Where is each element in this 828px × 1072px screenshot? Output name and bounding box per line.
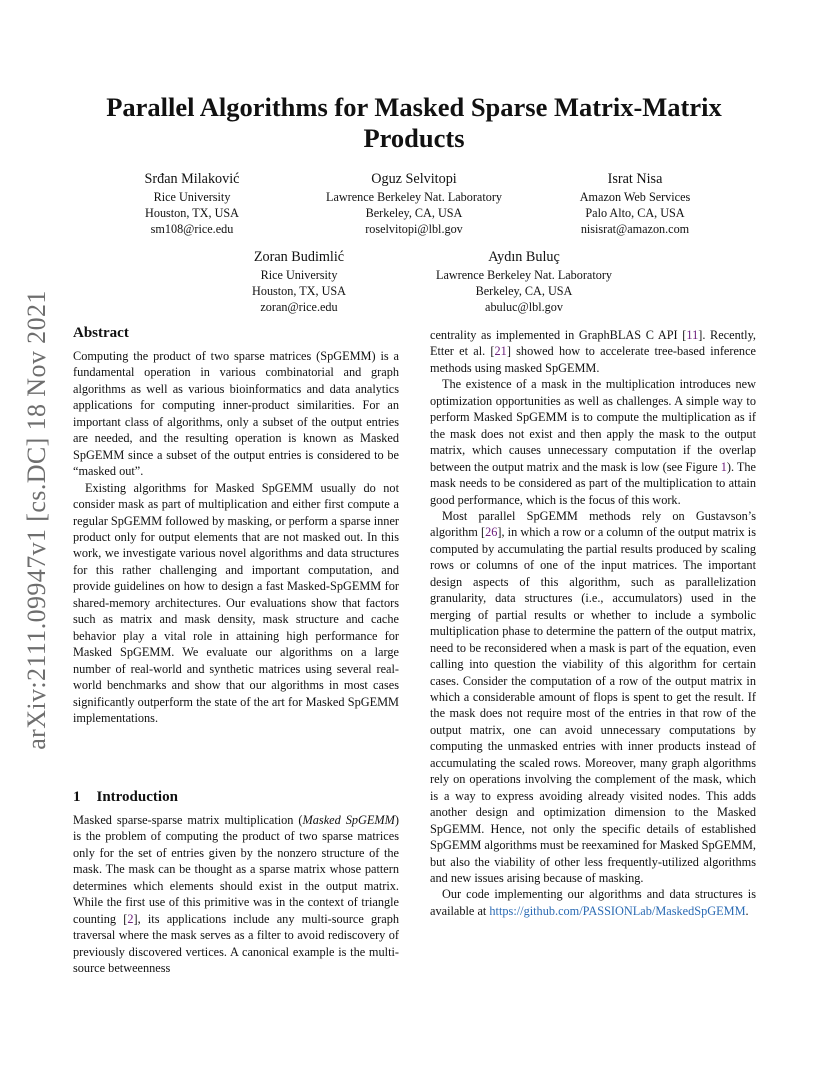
- author-block-2: [304, 170, 524, 238]
- author-email: roselvitopi@lbl.gov: [365, 222, 463, 237]
- intro-paragraph-2: [430, 376, 756, 508]
- author-affiliation: Rice University: [260, 268, 338, 282]
- author-email: abuluc@lbl.gov: [485, 300, 563, 315]
- text-run: ). The mask needs to be considered as part of the multiplication to attain good performance, which is the focus of this work.: [430, 459, 756, 507]
- text-run: Our code implementing our algorithms and data structures is available at: [430, 887, 756, 918]
- arxiv-identifier-text: arXiv:2111.09947v1 [cs.DC] 18 Nov 2021: [22, 290, 51, 750]
- figure-link[interactable]: 1: [720, 459, 727, 474]
- author-location: Berkeley, CA, USA: [475, 284, 573, 299]
- intro-paragraph-4: [430, 886, 756, 919]
- citation-link[interactable]: 11: [686, 328, 699, 342]
- text-run: The existence of a mask in the multiplication introduces new optimization opportunities as well as challenges. A simple way to perform Masked SpGEMM is to compute the multiplication as if the mask does not exist and then apply the mask to the output matrix, which causes unnecessary computation if the overlap between the output matrix and the mask is low (see Figure: [430, 377, 756, 474]
- author-block-5: [414, 248, 634, 316]
- author-location: Houston, TX, USA: [145, 206, 239, 221]
- intro-paragraph-1: [73, 812, 399, 977]
- emphasis-term: Masked SpGEMM: [302, 813, 395, 827]
- introduction-heading: [73, 788, 399, 806]
- text-run: ], in which a row or a column of the output matrix is computed by accumulating the partial results produced by scaling rows or columns of one of the input matrices. The important design aspects of this algorithm, such as parallelization granularity, data structures (i.e., accumulators) used in the merging of partial results or whether to include a symbolic multiplication phase to determine the pattern of the output matrix, need to be reconsidered when a mask is part of the equation, even calling into question the viability of this algorithm for certain cases. Consider the computation of a row of the output matrix in which a considerable amount of flops is spent to get the result. If the mask does not require most of the entries in that row of the output matrix, one can avoid unnecessary computations by computing the unmasked entries with inner products instead of accumulating the scaled rows. Moreover, many graph algorithms rely on operations involving the complement of the mask, which is a way to express avoiding already visited nodes. This adds another design and optimization dimension to the Masked SpGEMM. Hence, not only the specific details of established SpGEMM algorithms must be reexamined for Masked SpGEMM, but also the viability of other less frequently-utilized algorithms and new issues arising because of masking.: [430, 525, 757, 885]
- section-number: 1: [73, 789, 81, 805]
- author-affiliation: Lawrence Berkeley Nat. Laboratory: [326, 190, 502, 204]
- author-location: Houston, TX, USA: [252, 284, 346, 299]
- author-block-3: [560, 170, 710, 238]
- author-location: Berkeley, CA, USA: [365, 206, 463, 221]
- intro-paragraph-1-continued: [430, 327, 756, 376]
- author-email: sm108@rice.edu: [150, 222, 234, 237]
- text-run: ]. Recently, Etter et al. [: [430, 328, 756, 359]
- left-column-intro: [73, 788, 399, 977]
- author-name: Zoran Budimlić: [253, 249, 345, 265]
- repository-link[interactable]: https://github.com/PASSIONLab/MaskedSpGEMM: [489, 903, 746, 918]
- section-title: Introduction: [96, 789, 178, 805]
- text-run: ], its applications include any multi-source graph traversal where the mask serves as a filter to avoid rediscovery of previously discovered vertices. A canonical example is the multi-source betweenness: [73, 911, 400, 976]
- author-email: zoran@rice.edu: [260, 300, 338, 315]
- author-name: Srđan Milaković: [144, 171, 240, 187]
- author-affiliation: Rice University: [153, 190, 231, 204]
- paper-title: Parallel Algorithms for Masked Sparse Matrix-Matrix Products: [106, 92, 722, 153]
- right-column: [430, 327, 756, 919]
- author-name: Oguz Selvitopi: [371, 171, 457, 187]
- arxiv-identifier: [20, 285, 54, 755]
- abstract-heading: Abstract: [73, 325, 129, 341]
- author-affiliation: Lawrence Berkeley Nat. Laboratory: [436, 268, 612, 282]
- text-run: ) is the problem of computing the product of two sparse matrices only for the set of entries given by the nonzero structure of the mask. The mask can be thought as a sparse matrix whose pattern determines which elements should exist in the output matrix. While the first use of this primitive was in the context of triangle counting [: [73, 813, 400, 926]
- text-run: Most parallel SpGEMM methods rely on Gustavson’s algorithm [: [430, 508, 756, 540]
- text-run: centrality as implemented in GraphBLAS C API [: [430, 328, 687, 342]
- author-name: Aydın Buluç: [488, 249, 560, 265]
- author-affiliation: Amazon Web Services: [579, 190, 691, 204]
- citation-link[interactable]: 26: [485, 525, 498, 540]
- citation-link[interactable]: 2: [127, 911, 134, 926]
- abstract-paragraph-2: Existing algorithms for Masked SpGEMM usually do not consider mask as part of multiplication and either first compute a regular SpGEMM followed by masking, or perform a sparse inner product only for output elements that are not masked out. In this work, we investigate various novel algorithms and data structures for this rather challenging and important computation, and provide guidelines on how to design a fast Masked-SpGEMM for shared-memory architectures. Our evaluations show that factors such as matrix and mask density, mask structure and cache behavior play a vital role in attaining high performance for Masked SpGEMM. We evaluate our algorithms on a large number of real-world and synthetic matrices using several real-world benchmarks and show that our algorithms in most cases significantly outperform the state of the art for Masked SpGEMM implementations.: [73, 480, 399, 725]
- author-location: Palo Alto, CA, USA: [585, 206, 685, 221]
- text-run: .: [745, 903, 749, 918]
- intro-paragraph-3: [430, 508, 756, 886]
- abstract-paragraph-1: Computing the product of two sparse matrices (SpGEMM) is a fundamental operation in various combinatorial and graph algorithms as well as various bioinformatics and data analytics applications for computing inner-product similarities. For an important class of algorithms, only a subset of the output entries are needed, and the resulting operation is known as Masked SpGEMM since a subset of the output entries is considered to be “masked out”.: [73, 349, 399, 479]
- author-block-4: [232, 248, 366, 316]
- text-run: Masked sparse-sparse matrix multiplication (: [73, 813, 303, 827]
- author-email: nisisrat@amazon.com: [580, 222, 690, 237]
- left-column: [73, 324, 399, 726]
- text-run: ] showed how to accelerate tree-based inference methods using masked SpGEMM.: [430, 344, 756, 375]
- author-name: Israt Nisa: [607, 171, 663, 187]
- citation-link[interactable]: 21: [494, 344, 507, 359]
- author-block-1: [120, 170, 264, 238]
